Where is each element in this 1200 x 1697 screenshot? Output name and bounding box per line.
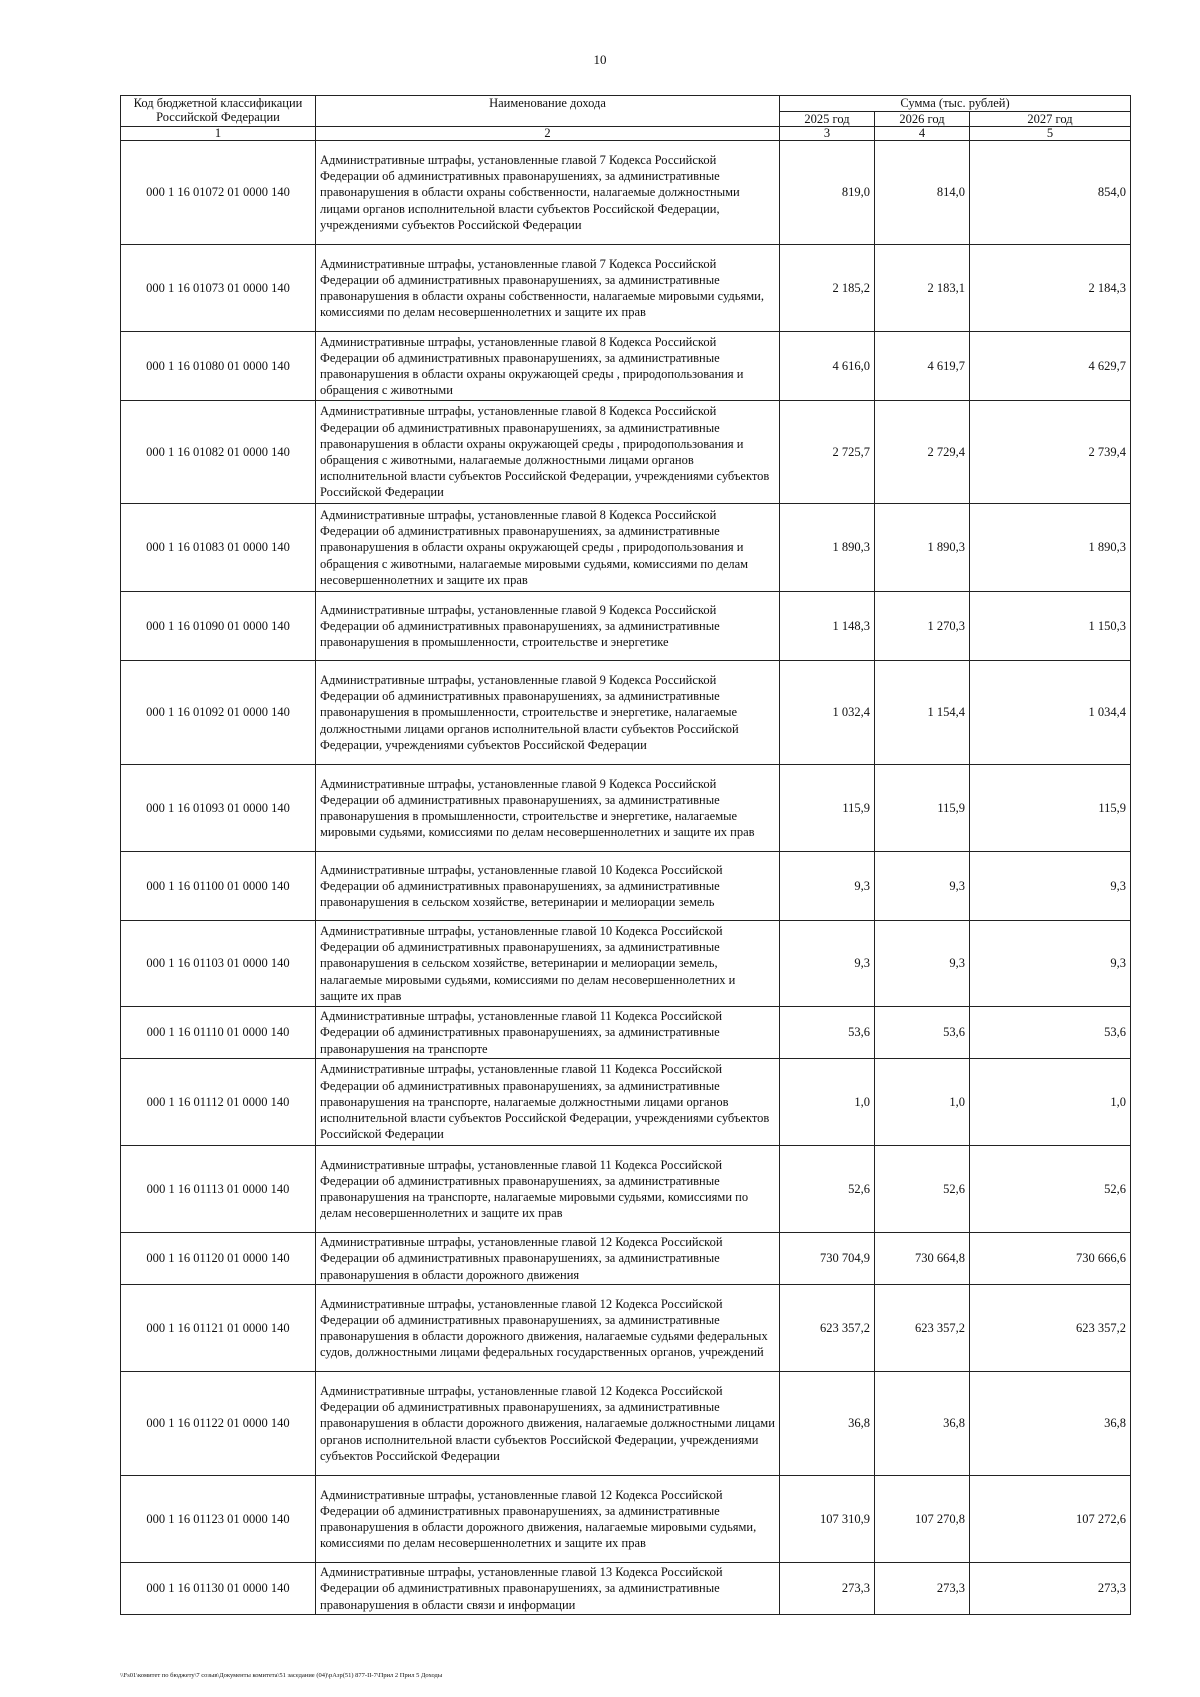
header-sum: Сумма (тыс. рублей) [780, 96, 1131, 112]
row-value-2025: 115,9 [780, 765, 875, 852]
row-value-2027: 1 150,3 [970, 592, 1131, 661]
row-code: 000 1 16 01072 01 0000 140 [121, 141, 316, 245]
row-value-2027: 52,6 [970, 1146, 1131, 1233]
row-name: Административные штрафы, установленные главой 12 Кодекса Российской Федерации об административных правонарушениях, за административные правонарушения в области дорожного движения [316, 1233, 780, 1285]
row-code: 000 1 16 01110 01 0000 140 [121, 1007, 316, 1059]
table-row [121, 504, 1131, 592]
row-value-2026: 814,0 [875, 141, 970, 245]
row-value-2026: 1 890,3 [875, 504, 970, 592]
table-row [121, 661, 1131, 765]
row-value-2027: 1 890,3 [970, 504, 1131, 592]
row-code: 000 1 16 01100 01 0000 140 [121, 852, 316, 921]
table-row [121, 1007, 1131, 1059]
row-code: 000 1 16 01073 01 0000 140 [121, 245, 316, 332]
row-value-2025: 2 185,2 [780, 245, 875, 332]
row-name: Административные штрафы, установленные главой 7 Кодекса Российской Федерации об административных правонарушениях, за административные правонарушения в области охраны собственности, налагаемые мировыми судьями, комиссиями по делам несовершеннолетних и защите их прав [316, 245, 780, 332]
row-value-2025: 1,0 [780, 1059, 875, 1146]
table-row [121, 1059, 1131, 1146]
row-value-2025: 623 357,2 [780, 1285, 875, 1372]
row-name: Административные штрафы, установленные главой 8 Кодекса Российской Федерации об административных правонарушениях, за административные правонарушения в области охраны окружающей среды , природопользования и обращения с животными, налагаемые мировыми судьями, комиссиями по делам несовершеннолетних и защите их прав [316, 504, 780, 592]
table-row [121, 401, 1131, 504]
table-row [121, 1146, 1131, 1233]
row-value-2026: 4 619,7 [875, 332, 970, 401]
table-row [121, 1233, 1131, 1285]
row-code: 000 1 16 01082 01 0000 140 [121, 401, 316, 504]
revenue-table [120, 95, 1131, 1615]
row-code: 000 1 16 01103 01 0000 140 [121, 921, 316, 1007]
row-value-2027: 1 034,4 [970, 661, 1131, 765]
table-row [121, 1476, 1131, 1563]
row-value-2027: 9,3 [970, 921, 1131, 1007]
row-name: Административные штрафы, установленные главой 12 Кодекса Российской Федерации об административных правонарушениях, за административные правонарушения в области дорожного движения, налагаемые мировыми судьями, комиссиями по делам несовершеннолетних и защите их прав [316, 1476, 780, 1563]
row-value-2026: 53,6 [875, 1007, 970, 1059]
row-code: 000 1 16 01121 01 0000 140 [121, 1285, 316, 1372]
row-value-2026: 2 183,1 [875, 245, 970, 332]
row-value-2025: 2 725,7 [780, 401, 875, 504]
table-row [121, 1372, 1131, 1476]
row-name: Административные штрафы, установленные главой 11 Кодекса Российской Федерации об административных правонарушениях, за административные правонарушения на транспорте, налагаемые мировыми судьями, комиссиями по делам несовершеннолетних и защите их прав [316, 1146, 780, 1233]
row-code: 000 1 16 01122 01 0000 140 [121, 1372, 316, 1476]
col-number: 1 [121, 127, 316, 141]
table-row [121, 592, 1131, 661]
header-name: Наименование дохода [316, 96, 780, 127]
row-code: 000 1 16 01090 01 0000 140 [121, 592, 316, 661]
col-number: 2 [316, 127, 780, 141]
table-row [121, 1563, 1131, 1615]
header-year-2025: 2025 год [780, 112, 875, 127]
row-value-2025: 819,0 [780, 141, 875, 245]
row-value-2025: 53,6 [780, 1007, 875, 1059]
row-name: Административные штрафы, установленные главой 10 Кодекса Российской Федерации об административных правонарушениях, за административные правонарушения в сельском хозяйстве, ветеринарии и мелиорации земель [316, 852, 780, 921]
col-number: 4 [875, 127, 970, 141]
row-name: Административные штрафы, установленные главой 11 Кодекса Российской Федерации об административных правонарушениях, за административные правонарушения на транспорте, налагаемые должностными лицами органов исполнительной власти субъектов Российской Федерации, учреждениями субъектов Российской Федерации [316, 1059, 780, 1146]
row-value-2026: 1,0 [875, 1059, 970, 1146]
row-value-2026: 273,3 [875, 1563, 970, 1615]
row-code: 000 1 16 01080 01 0000 140 [121, 332, 316, 401]
row-code: 000 1 16 01120 01 0000 140 [121, 1233, 316, 1285]
row-value-2027: 9,3 [970, 852, 1131, 921]
row-name: Административные штрафы, установленные главой 12 Кодекса Российской Федерации об административных правонарушениях, за административные правонарушения в области дорожного движения, налагаемые должностными лицами органов исполнительной власти субъектов Российской Федерации, учреждениями субъектов Российской Федерации [316, 1372, 780, 1476]
table-row [121, 765, 1131, 852]
row-value-2025: 1 890,3 [780, 504, 875, 592]
row-name: Административные штрафы, установленные главой 9 Кодекса Российской Федерации об административных правонарушениях, за административные правонарушения в промышленности, строительстве и энергетике, налагаемые мировыми судьями, комиссиями по делам несовершеннолетних и защите их прав [316, 765, 780, 852]
row-code: 000 1 16 01123 01 0000 140 [121, 1476, 316, 1563]
col-number: 5 [970, 127, 1131, 141]
row-code: 000 1 16 01130 01 0000 140 [121, 1563, 316, 1615]
row-value-2026: 36,8 [875, 1372, 970, 1476]
row-value-2025: 273,3 [780, 1563, 875, 1615]
row-value-2025: 1 032,4 [780, 661, 875, 765]
row-value-2025: 9,3 [780, 921, 875, 1007]
row-value-2027: 1,0 [970, 1059, 1131, 1146]
table-row [121, 921, 1131, 1007]
row-value-2027: 53,6 [970, 1007, 1131, 1059]
row-value-2025: 9,3 [780, 852, 875, 921]
row-name: Административные штрафы, установленные главой 8 Кодекса Российской Федерации об административных правонарушениях, за административные правонарушения в области охраны окружающей среды , природопользования и обращения с животными [316, 332, 780, 401]
row-value-2026: 107 270,8 [875, 1476, 970, 1563]
row-code: 000 1 16 01092 01 0000 140 [121, 661, 316, 765]
row-name: Административные штрафы, установленные главой 13 Кодекса Российской Федерации об административных правонарушениях, за административные правонарушения в области связи и информации [316, 1563, 780, 1615]
page-number: 10 [593, 52, 607, 67]
row-value-2027: 2 184,3 [970, 245, 1131, 332]
row-value-2026: 9,3 [875, 921, 970, 1007]
row-name: Административные штрафы, установленные главой 11 Кодекса Российской Федерации об административных правонарушениях, за административные правонарушения на транспорте [316, 1007, 780, 1059]
row-value-2027: 730 666,6 [970, 1233, 1131, 1285]
row-name: Административные штрафы, установленные главой 8 Кодекса Российской Федерации об административных правонарушениях, за административные правонарушения в области охраны окружающей среды , природопользования и обращения с животными, налагаемые должностными лицами органов исполнительной власти субъектов Российской Федерации, учреждениями субъектов Российской Федерации [316, 401, 780, 504]
row-value-2026: 115,9 [875, 765, 970, 852]
header-year-2027: 2027 год [970, 112, 1131, 127]
row-name: Административные штрафы, установленные главой 9 Кодекса Российской Федерации об административных правонарушениях, за административные правонарушения в промышленности, строительстве и энергетике [316, 592, 780, 661]
table-row [121, 245, 1131, 332]
table-row [121, 141, 1131, 245]
row-value-2026: 1 270,3 [875, 592, 970, 661]
row-code: 000 1 16 01083 01 0000 140 [121, 504, 316, 592]
row-value-2026: 52,6 [875, 1146, 970, 1233]
row-code: 000 1 16 01093 01 0000 140 [121, 765, 316, 852]
row-value-2025: 4 616,0 [780, 332, 875, 401]
table-row [121, 332, 1131, 401]
row-value-2025: 52,6 [780, 1146, 875, 1233]
row-name: Административные штрафы, установленные главой 12 Кодекса Российской Федерации об административных правонарушениях, за административные правонарушения в области дорожного движения, налагаемые судьями федеральных судов, должностными лицами федеральных государственных органов, учреждений [316, 1285, 780, 1372]
row-value-2027: 4 629,7 [970, 332, 1131, 401]
row-code: 000 1 16 01112 01 0000 140 [121, 1059, 316, 1146]
table-row [121, 852, 1131, 921]
row-value-2026: 623 357,2 [875, 1285, 970, 1372]
row-name: Административные штрафы, установленные главой 9 Кодекса Российской Федерации об административных правонарушениях, за административные правонарушения в промышленности, строительстве и энергетике, налагаемые должностными лицами органов исполнительной власти субъектов Российской Федерации, учреждениями субъектов Российской Федерации [316, 661, 780, 765]
table-row [121, 1285, 1131, 1372]
row-value-2025: 107 310,9 [780, 1476, 875, 1563]
col-number: 3 [780, 127, 875, 141]
row-value-2027: 107 272,6 [970, 1476, 1131, 1563]
row-value-2027: 854,0 [970, 141, 1131, 245]
row-value-2027: 273,3 [970, 1563, 1131, 1615]
row-value-2027: 2 739,4 [970, 401, 1131, 504]
row-value-2027: 36,8 [970, 1372, 1131, 1476]
row-value-2027: 115,9 [970, 765, 1131, 852]
row-value-2026: 2 729,4 [875, 401, 970, 504]
row-name: Административные штрафы, установленные главой 7 Кодекса Российской Федерации об административных правонарушениях, за административные правонарушения в области охраны собственности, налагаемые должностными лицами органов исполнительной власти субъектов Российской Федерации, учреждениями субъектов Российской Федерации [316, 141, 780, 245]
header-year-2026: 2026 год [875, 112, 970, 127]
row-value-2025: 730 704,9 [780, 1233, 875, 1285]
row-name: Административные штрафы, установленные главой 10 Кодекса Российской Федерации об административных правонарушениях, за административные правонарушения в сельском хозяйстве, ветеринарии и мелиорации земель, налагаемые мировыми судьями, комиссиями по делам несовершеннолетних и защите их прав [316, 921, 780, 1007]
row-value-2025: 1 148,3 [780, 592, 875, 661]
row-value-2026: 9,3 [875, 852, 970, 921]
footer-file-path: \\Fs01\комитет по бюджету\7 созыв\Документы комитета\51 заседание (04)\рАзр(51) 877-II-7\Прил 2 Прил 5 Доходы [120, 1672, 443, 1679]
row-value-2027: 623 357,2 [970, 1285, 1131, 1372]
header-code: Код бюджетной классификации Российской Федерации [121, 96, 316, 127]
row-code: 000 1 16 01113 01 0000 140 [121, 1146, 316, 1233]
row-value-2026: 730 664,8 [875, 1233, 970, 1285]
row-value-2025: 36,8 [780, 1372, 875, 1476]
row-value-2026: 1 154,4 [875, 661, 970, 765]
